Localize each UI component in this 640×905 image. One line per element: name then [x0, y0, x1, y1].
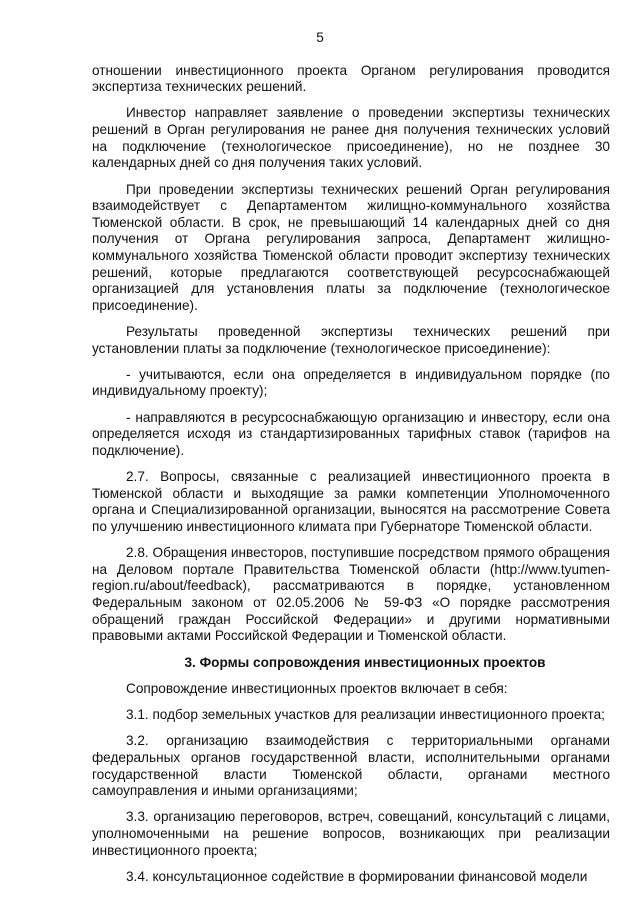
clause-2-8: 2.8. Обращения инвесторов, поступившие посредством прямого обращения на Деловом портале Правительства Тюменской области (http://www.tyumen-region.ru/about/feedback), рассматриваются в порядке, установленном Федеральным законом от 02.05.2006 № 59-ФЗ «О порядке рассмотрения обращений граждан Российской Федерации» и другими нормативными правовыми актами Российской Федерации и Тюменской области.: [92, 545, 610, 644]
clause-3-3: 3.3. организацию переговоров, встреч, совещаний, консультаций с лицами, уполномоченными на решение вопросов, возникающих при реализации инвестиционного проекта;: [92, 809, 610, 858]
paragraph-expertise-results: Результаты проведенной экспертизы технических решений при установлении платы за подключение (технологическое присоединение):: [92, 323, 610, 356]
section-heading: 3. Формы сопровождения инвестиционных проектов: [184, 654, 546, 670]
page-number: 5: [316, 30, 324, 45]
paragraph-investor-application: Инвестор направляет заявление о проведении экспертизы технических решений в Орган регулирования не ранее дня получения технических условий на подключение (технологическое присоединение), но не позднее 30 календарных дней со дня получения таких условий.: [92, 105, 610, 171]
clause-3-4: 3.4. консультационное содействие в формировании финансовой модели: [126, 868, 588, 884]
paragraph-support-includes: Сопровождение инвестиционных проектов включает в себя:: [126, 680, 508, 696]
clause-2-7: 2.7. Вопросы, связанные с реализацией инвестиционного проекта в Тюменской области и выходящие за рамки компетенции Уполномоченного органа и Специализированной организации, выносятся на рассмотрение Совета по улучшению инвестиционного климата при Губернаторе Тюменской области.: [92, 469, 610, 534]
list-item-individual: - учитываются, если она определяется в индивидуальном порядке (по индивидуальному проекту);: [92, 366, 610, 399]
clause-3-1: 3.1. подбор земельных участков для реализации инвестиционного проекта;: [126, 707, 605, 723]
paragraph-expertise-interaction: При проведении экспертизы технических решений Орган регулирования взаимодействует с Департаментом жилищно-коммунального хозяйства Тюменской области. В срок, не превышающий 14 календарных дней со дня получения от Органа регулирования запроса, Департамент жилищно-коммунального хозяйства Тюменской области проводит экспертизу технических решений, которые предлагаются соответствующей ресурсоснабжающей организацией для установления платы за подключение (технологическое присоединение).: [92, 181, 610, 313]
clause-3-2: 3.2. организацию взаимодействия с территориальными органами федеральных органов государственной власти, исполнительными органами государственной власти Тюменской области, органами местного самоуправления и иными организациями;: [92, 733, 610, 799]
paragraph-continuation: отношении инвестиционного проекта Органом регулирования проводится экспертиза технических решений.: [92, 62, 610, 95]
list-item-standard-rates: - направляются в ресурсоснабжающую организацию и инвестору, если она определяется исходя из стандартизированных тарифных ставок (тарифов на подключение).: [92, 409, 610, 458]
